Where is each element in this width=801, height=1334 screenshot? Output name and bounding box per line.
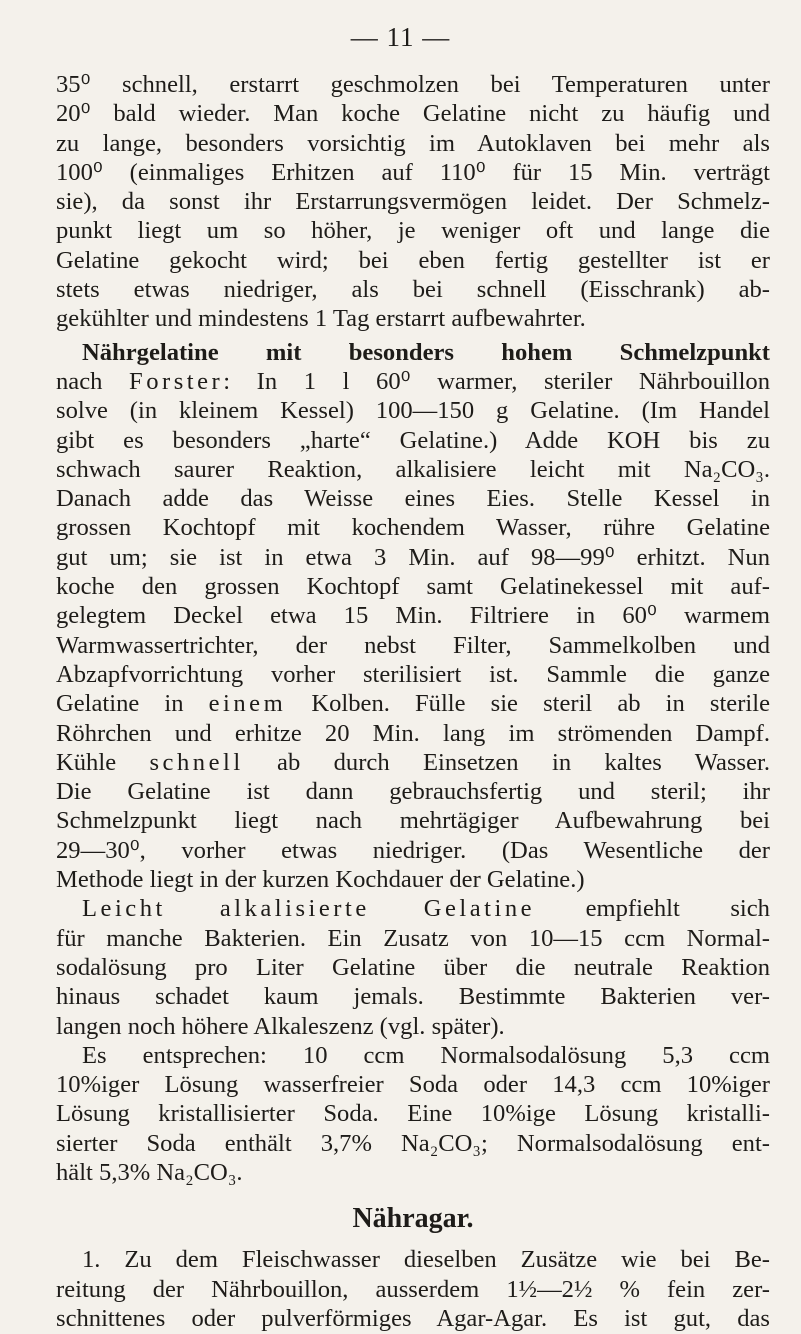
text-line: Danach adde das Weisse eines Eies. Stelle Kessel in — [56, 485, 770, 513]
text-line: zu lange, besonders vorsichtig im Autoklaven bei mehr als — [56, 129, 770, 157]
text-line: sodalösung pro Liter Gelatine über die neutrale Reaktion — [56, 953, 770, 981]
text-fragment: Gelatine in — [56, 690, 209, 718]
text-line: schnittenes oder pulverförmiges Agar-Agar. Es ist gut, das — [56, 1304, 770, 1332]
text-line: gelegtem Deckel etwa 15 Min. Filtriere in 60⁰ warmem — [56, 602, 770, 630]
page-number-header: — 11 — — [350, 22, 451, 52]
emphasis-schnell: schnell — [149, 748, 244, 776]
section-heading-forster: Nährgelatine mit besonders hohem Schmelzpunkt — [82, 338, 770, 366]
text-line: grossen Kochtopf mit kochendem Wasser, rühre Gelatine — [56, 514, 770, 542]
text-fragment: Kolben. Fülle sie steril ab in sterile — [286, 690, 770, 718]
text-fragment: ab durch Einsetzen in kaltes Wasser. — [243, 748, 770, 776]
text-line: Die Gelatine ist dann gebrauchsfertig und steril; ihr — [56, 778, 770, 806]
text-line: gut um; sie ist in etwa 3 Min. auf 98—99⁰ erhitzt. Nun — [56, 543, 770, 571]
text-line: 29—30⁰, vorher etwas niedriger. (Das Wesentliche der — [56, 836, 770, 864]
text-line: schwach saurer Reaktion, alkalisiere leicht mit Na₂CO₃. — [56, 455, 770, 483]
section-heading-naehragar: Nähragar. — [352, 1203, 474, 1235]
text-line: für manche Bakterien. Ein Zusatz von 10—15 ccm Normal- — [56, 924, 770, 952]
text-line: 1. Zu dem Fleischwasser dieselben Zusätze wie bei Be- — [82, 1246, 770, 1274]
text-line: punkt liegt um so höher, je weniger oft und lange die — [56, 217, 770, 245]
text-line: Gelatine gekocht wird; bei eben fertig gestellter ist er — [56, 246, 770, 274]
text-line — [56, 748, 770, 777]
text-line: 20⁰ bald wieder. Man koche Gelatine nicht zu häufig und — [56, 100, 770, 128]
text-fragment: nach — [56, 367, 130, 395]
text-line: hinaus schadet kaum jemals. Bestimmte Bakterien ver- — [56, 983, 770, 1011]
text-line: hält 5,3% Na₂CO₃. — [56, 1158, 243, 1186]
text-fragment: empfiehlt sich — [535, 895, 770, 923]
text-line — [56, 689, 770, 718]
text-line: sierter Soda enthält 3,7% Na₂CO₃; Normalsodalösung ent- — [56, 1129, 770, 1157]
text-line: langen noch höhere Alkaleszenz (vgl. später). — [56, 1012, 505, 1040]
author-name: Forster — [129, 367, 224, 395]
text-line: 10%iger Lösung wasserfreier Soda oder 14,3 ccm 10%iger — [56, 1071, 770, 1099]
text-line: Warmwassertrichter, der nebst Filter, Sammelkolben und — [56, 631, 770, 659]
text-fragment: : In 1 l 60⁰ warmer, steriler Nährbouillon — [223, 367, 770, 395]
text-line: Abzapfvorrichtung vorher sterilisiert ist. Sammle die ganze — [56, 660, 770, 688]
text-line: Es entsprechen: 10 ccm Normalsodalösung 5,3 ccm — [82, 1041, 770, 1069]
text-line: solve (in kleinem Kessel) 100—150 g Gelatine. (Im Handel — [56, 397, 770, 425]
text-line: 35⁰ schnell, erstarrt geschmolzen bei Temperaturen unter — [56, 71, 770, 98]
text-line: gekühlter und mindestens 1 Tag erstarrt aufbewahrter. — [56, 305, 586, 333]
emphasis-leicht-alkalisierte-gelatine: Leicht alkalisierte Gelatine — [82, 895, 536, 923]
text-line: 100⁰ (einmaliges Erhitzen auf 110⁰ für 15 Min. verträgt — [56, 158, 770, 186]
text-line: gibt es besonders „harte“ Gelatine.) Adde KOH bis zu — [56, 426, 770, 454]
text-line — [56, 367, 770, 396]
body-text — [56, 70, 770, 1333]
text-line: Röhrchen und erhitze 20 Min. lang im strömenden Dampf. — [56, 719, 770, 747]
text-line: sie), da sonst ihr Erstarrungsvermögen leidet. Der Schmelz- — [56, 188, 770, 216]
emphasis-einem: einem — [208, 690, 287, 718]
text-line: Methode liegt in der kurzen Kochdauer der Gelatine.) — [56, 866, 585, 894]
text-line: koche den grossen Kochtopf samt Gelatinekessel mit auf- — [56, 573, 770, 601]
text-line: reitung der Nährbouillon, ausserdem 1½—2½ % fein zer- — [56, 1275, 770, 1303]
text-line: stets etwas niedriger, als bei schnell (Eisschrank) ab- — [56, 276, 770, 304]
text-line: Schmelzpunkt liegt nach mehrtägiger Aufbewahrung bei — [56, 807, 770, 835]
text-fragment: Kühle — [56, 748, 150, 776]
text-line: Lösung kristallisierter Soda. Eine 10%ige Lösung kristalli- — [56, 1100, 770, 1128]
text-line — [56, 894, 770, 923]
